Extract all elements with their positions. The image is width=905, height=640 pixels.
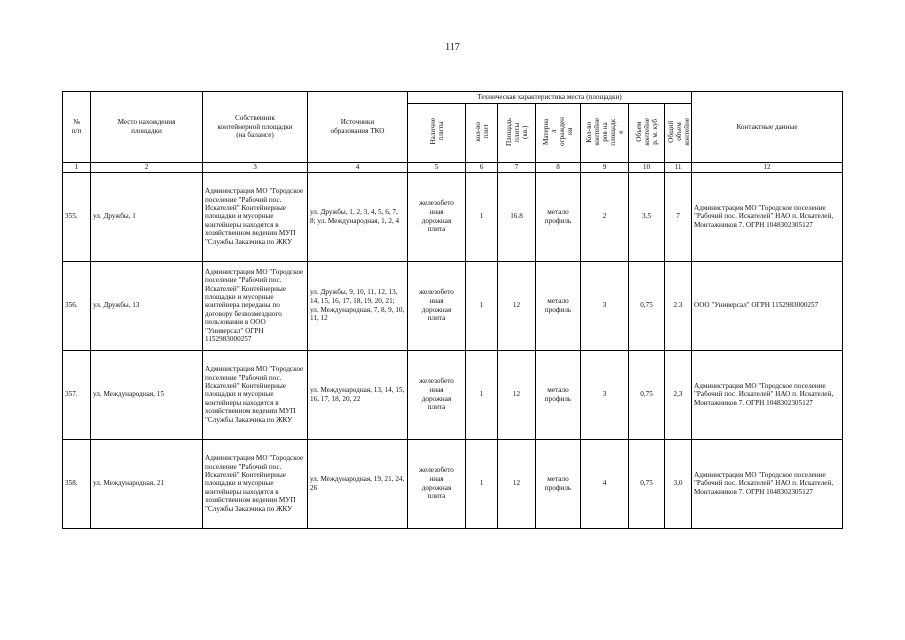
header-contacts: Контактные данные — [692, 92, 843, 163]
row-slab: железобето нная дорожная плита — [408, 172, 466, 261]
header-num: № п/п — [63, 92, 91, 163]
col-number: 5 — [408, 163, 466, 173]
row-area: 12 — [498, 439, 536, 528]
row-area: 12 — [498, 261, 536, 350]
row-sources: ул. Международная, 13, 14, 15, 16, 17, 18, 20, 22 — [308, 350, 408, 439]
row-slab: железобето нная дорожная плита — [408, 261, 466, 350]
header-location: Место нахождения площадки — [91, 92, 203, 163]
row-sources: ул. Дружбы, 1, 2, 3, 4, 5, 6, 7, 8; ул. Международная, 1, 2, 4 — [308, 172, 408, 261]
row-total: 3,0 — [665, 439, 692, 528]
page-number: 117 — [445, 42, 460, 53]
row-slab-count: 1 — [466, 172, 498, 261]
row-owner: Администрация МО "Городское поселение "Рабочий пос. Искателей" Контейнерные площадки и мусорные контейнера переданы по договору безвозмездного пользования в ООО "Универсал" ОГРН 1152983000257 — [203, 261, 308, 350]
table-row — [63, 350, 843, 439]
header-total: Общий объем контейне — [665, 104, 692, 163]
header-sources: Источники образования ТКО — [308, 92, 408, 163]
row-contacts: ООО "Универсал" ОГРН 1152983000257 — [692, 261, 843, 350]
row-fence: метало профиль — [536, 439, 581, 528]
col-number: 3 — [203, 163, 308, 173]
row-slab-count: 1 — [466, 261, 498, 350]
header-containers: Кол-во контейне ров на площадк е — [581, 104, 629, 163]
header-fence: Материа л огражден ия — [536, 104, 581, 163]
header-owner: Собственник контейнерной площадки (на балансе) — [203, 92, 308, 163]
header-tech: Техническая характеристика места (площадки) — [408, 92, 692, 104]
col-number: 9 — [581, 163, 629, 173]
row-slab: железобето нная дорожная плита — [408, 350, 466, 439]
row-location: ул. Дружбы, 1 — [91, 172, 203, 261]
row-location: ул. Международная, 21 — [91, 439, 203, 528]
col-number: 1 — [63, 163, 91, 173]
col-number: 10 — [629, 163, 665, 173]
row-location: ул. Международная, 15 — [91, 350, 203, 439]
row-volume: 0,75 — [629, 350, 665, 439]
col-number: 2 — [91, 163, 203, 173]
row-contacts: Администрация МО "Городское поселение "Рабочий пос. Искателей" НАО п. Искателей, Монтажников 7. ОГРН 1048302305127 — [692, 350, 843, 439]
table-row — [63, 439, 843, 528]
row-slab-count: 1 — [466, 350, 498, 439]
row-owner: Администрация МО "Городское поселение "Рабочий пос. Искателей" Контейнерные площадки и мусорные контейнеры находятся в хозяйственном ведении МУП "Службы Заказчика по ЖКУ — [203, 172, 308, 261]
row-contacts: Администрация МО "Городское поселение "Рабочий пос. Искателей" НАО п. Искателей, Монтажников 7. ОГРН 1048302305127 — [692, 172, 843, 261]
row-total: 2,3 — [665, 350, 692, 439]
row-total: 2.3 — [665, 261, 692, 350]
row-owner: Администрация МО "Городское поселение "Рабочий пос. Искателей" Контейнерные площадки и мусорные контейнеры находятся в хозяйственном ведении МУП "Службы Заказчика по ЖКУ — [203, 350, 308, 439]
row-containers: 2 — [581, 172, 629, 261]
row-area: 12 — [498, 350, 536, 439]
col-number: 8 — [536, 163, 581, 173]
row-volume: 0,75 — [629, 439, 665, 528]
header-slab: Наличие плиты — [408, 104, 466, 163]
row-owner: Администрация МО "Городское поселение "Рабочий пос. Искателей" Контейнерные площадки и мусорные контейнеры находятся в хозяйственном ведении МУП "Службы Заказчика по ЖКУ — [203, 439, 308, 528]
column-numbers-row — [63, 163, 843, 173]
row-fence: метало профиль — [536, 172, 581, 261]
row-num: 358. — [63, 439, 91, 528]
row-area: 16.8 — [498, 172, 536, 261]
header-slab-count: кол-во плит — [466, 104, 498, 163]
col-number: 4 — [308, 163, 408, 173]
col-number: 6 — [466, 163, 498, 173]
table-row — [63, 172, 843, 261]
row-containers: 3 — [581, 350, 629, 439]
row-containers: 4 — [581, 439, 629, 528]
row-containers: 3 — [581, 261, 629, 350]
row-num: 357. — [63, 350, 91, 439]
row-location: ул. Дружбы, 13 — [91, 261, 203, 350]
col-number: 7 — [498, 163, 536, 173]
row-sources: ул. Дружбы, 9, 10, 11, 12, 13, 14, 15, 16, 17, 18, 19, 20, 21; ул. Международная, 7, 8, 9, 10, 11, 12 — [308, 261, 408, 350]
row-volume: 3,5 — [629, 172, 665, 261]
registry-table — [62, 91, 843, 529]
col-number: 11 — [665, 163, 692, 173]
row-num: 356. — [63, 261, 91, 350]
row-num: 355. — [63, 172, 91, 261]
row-slab-count: 1 — [466, 439, 498, 528]
row-fence: метало профиль — [536, 261, 581, 350]
col-number: 12 — [692, 163, 843, 173]
table-row — [63, 261, 843, 350]
row-volume: 0,75 — [629, 261, 665, 350]
header-volume: Объем контейне р. м. куб — [629, 104, 665, 163]
row-sources: ул. Международная, 19, 21, 24, 26 — [308, 439, 408, 528]
row-total: 7 — [665, 172, 692, 261]
row-slab: железобето нная дорожная плита — [408, 439, 466, 528]
header-area: Площадь плиты (кв.) — [498, 104, 536, 163]
row-contacts: Администрация МО "Городское поселение "Рабочий пос. Искателей" НАО п. Искателей, Монтажников 7. ОГРН 1048302305127 — [692, 439, 843, 528]
row-fence: метало профиль — [536, 350, 581, 439]
